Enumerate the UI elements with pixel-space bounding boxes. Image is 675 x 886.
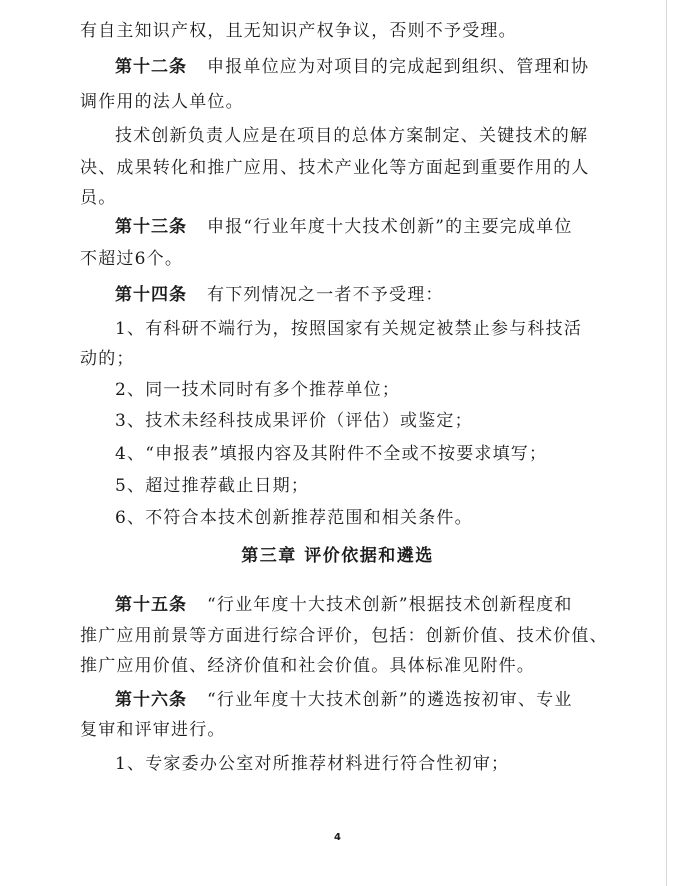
- paragraph-line: 推广应用前景等方面进行综合评价，包括：创新价值、技术价值、: [80, 626, 608, 646]
- list-item: 1、专家委办公室对所推荐材料进行符合性初审；: [115, 754, 510, 774]
- article-13-line: 第十三条 申报“行业年度十大技术创新”的主要完成单位: [115, 217, 573, 237]
- article-heading: 第十五条: [115, 595, 187, 615]
- article-heading: 第十三条: [115, 217, 187, 237]
- list-item: 1、有科研不端行为，按照国家有关规定被禁止参与科技活: [115, 319, 583, 339]
- article-12-line: 第十二条 申报单位应为对项目的完成起到组织、管理和协: [115, 57, 590, 77]
- article-heading: 第十二条: [115, 57, 187, 77]
- list-item: 2、同一技术同时有多个推荐单位；: [115, 380, 401, 400]
- paragraph-line: 不超过6个。: [80, 249, 184, 269]
- list-item: 6、不符合本技术创新推荐范围和相关条件。: [115, 508, 473, 528]
- article-heading: 第十六条: [115, 690, 187, 710]
- article-heading: 第十四条: [115, 285, 187, 305]
- paragraph-line: 技术创新负责人应是在项目的总体方案制定、关键技术的解: [115, 126, 589, 146]
- paragraph-line: 调作用的法人单位。: [80, 92, 244, 112]
- article-14-line: 第十四条 有下列情况之一者不予受理：: [115, 285, 444, 305]
- paragraph-line: 决、成果转化和推广应用、技术产业化等方面起到重要作用的人: [80, 158, 590, 178]
- list-item: 4、“申报表”填报内容及其附件不全或不按要求填写；: [115, 444, 548, 464]
- paragraph-line: 动的；: [80, 349, 135, 369]
- article-16-line: 第十六条 “行业年度十大技术创新”的遴选按初审、专业: [115, 690, 573, 710]
- chapter-heading: 第三章 评价依据和遴选: [241, 546, 434, 566]
- list-item: 5、超过推荐截止日期；: [115, 476, 310, 496]
- paragraph-line: 员。: [80, 188, 117, 208]
- list-item: 3、技术未经科技成果评价（评估）或鉴定；: [115, 411, 473, 431]
- paragraph-line: 推广应用价值、经济价值和社会价值。具体标准见附件。: [80, 656, 535, 676]
- paragraph-line: 有自主知识产权，且无知识产权争议，否则不予受理。: [80, 21, 517, 41]
- paragraph-line: 复审和评审进行。: [80, 720, 226, 740]
- article-15-line: 第十五条 “行业年度十大技术创新”根据技术创新程度和: [115, 595, 573, 615]
- page-number: 4: [334, 832, 341, 843]
